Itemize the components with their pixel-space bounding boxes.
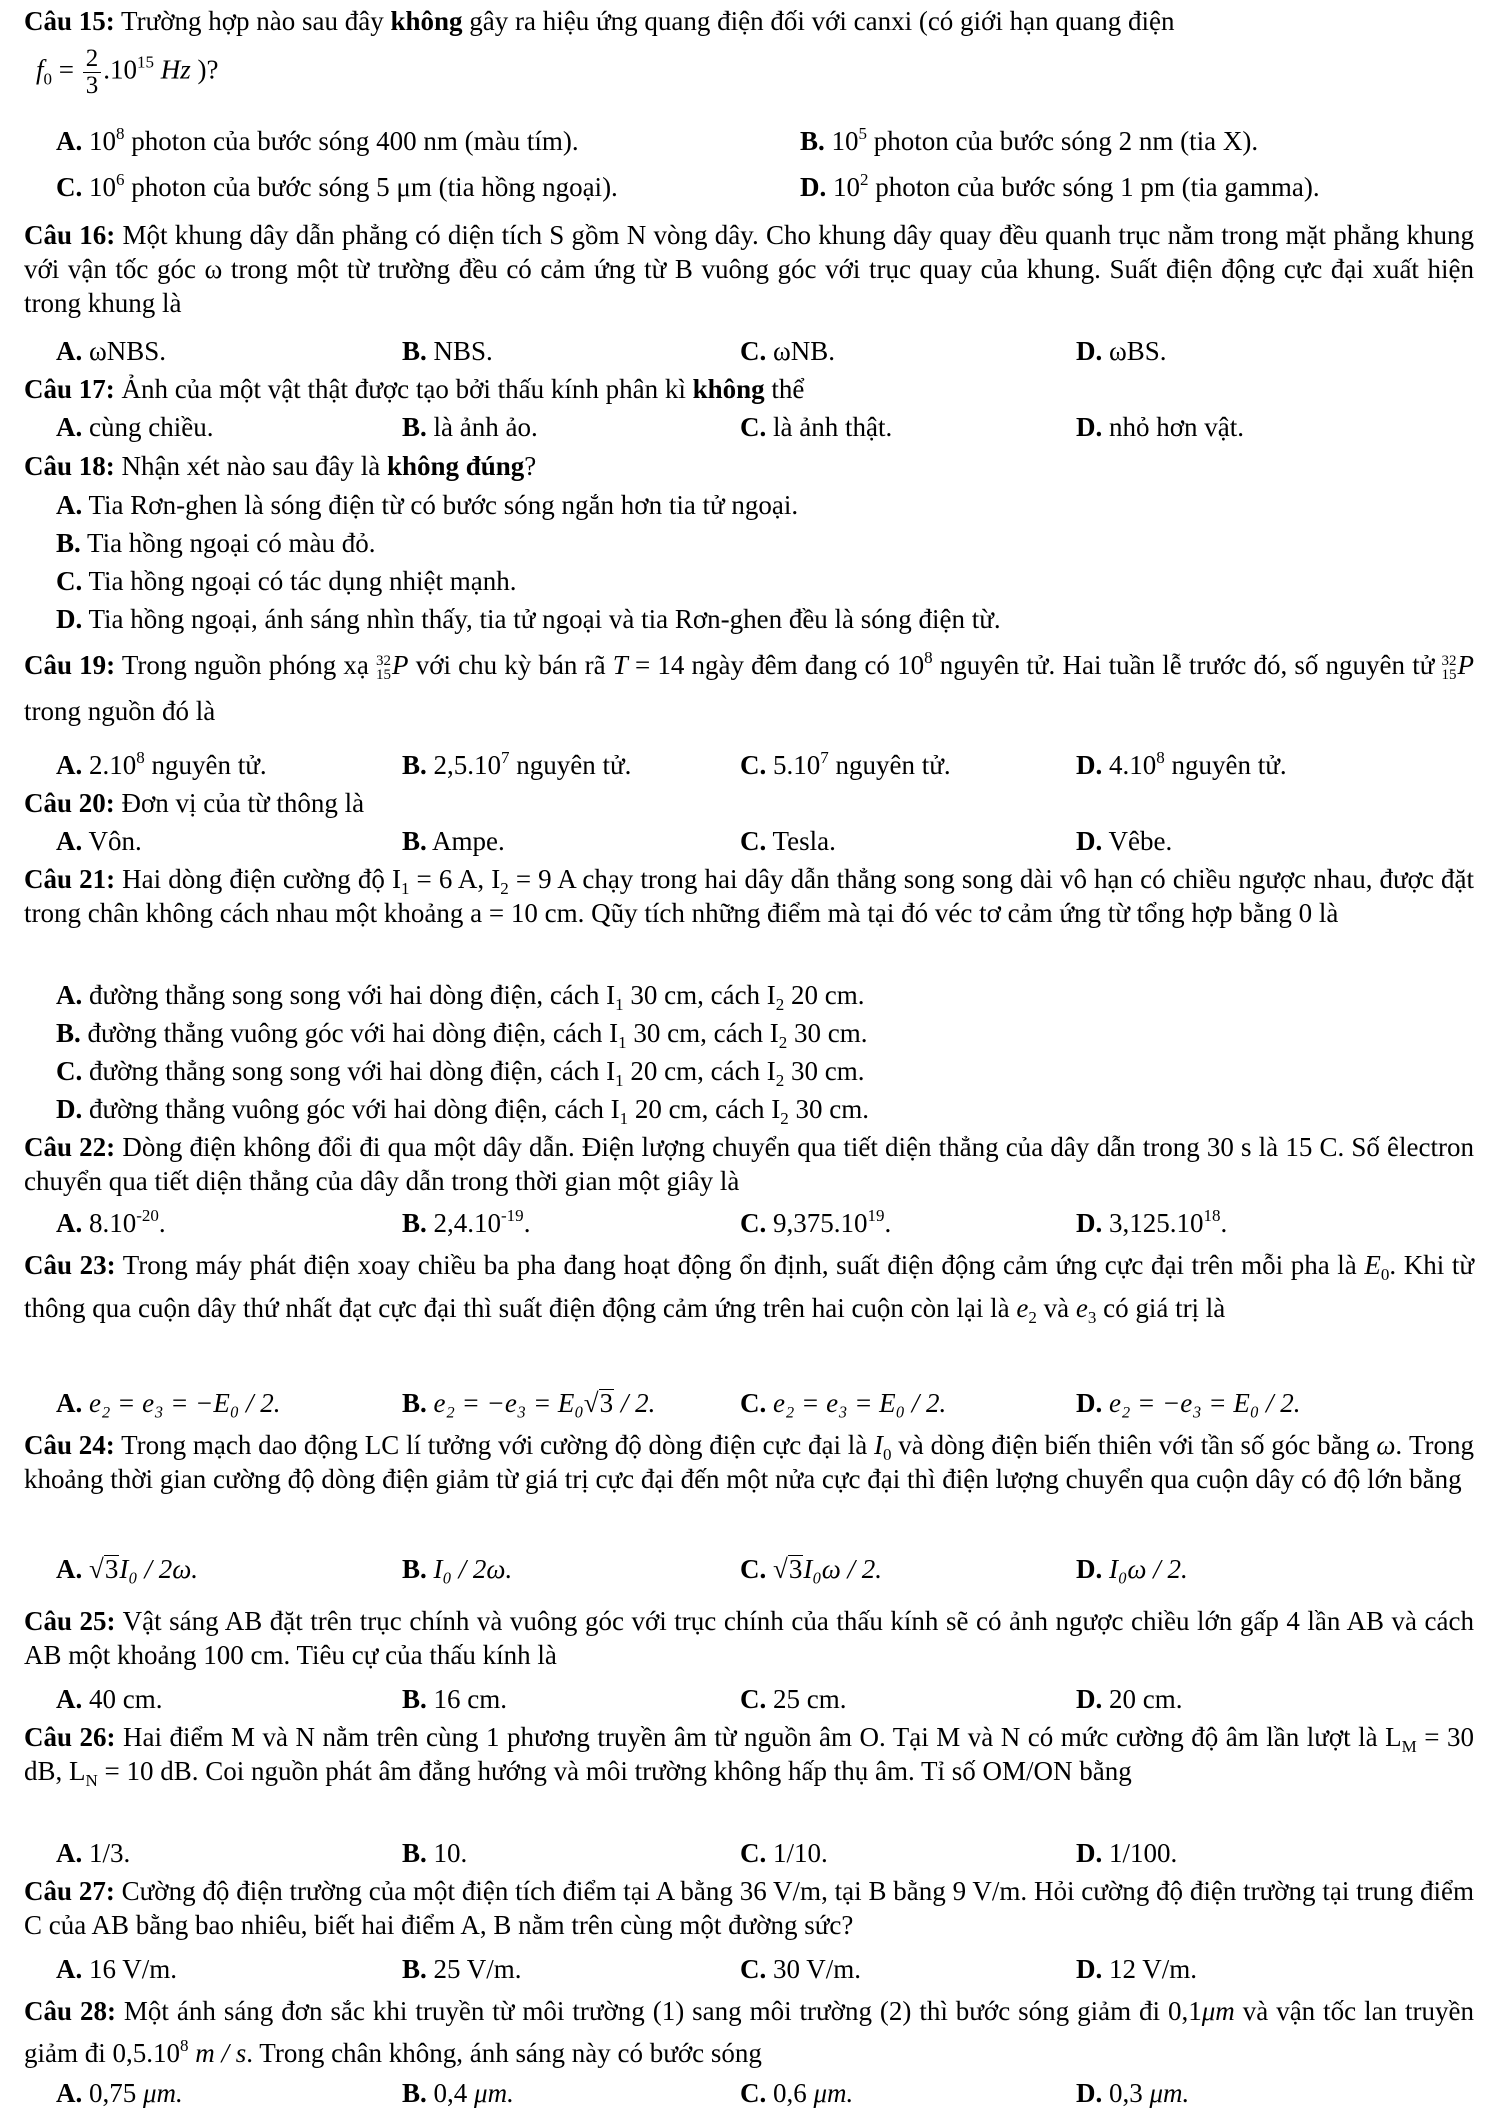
option-b[interactable]: B. 25 V/m.	[402, 1954, 522, 1984]
option-c[interactable]: C. 30 V/m.	[740, 1954, 862, 1984]
option-c[interactable]: C. e₂ = e₃ = E₀ / 2.	[740, 1388, 947, 1418]
options-row	[56, 824, 1476, 858]
option-c[interactable]: C. 9,375.10$^{19}$.	[740, 1206, 892, 1238]
question-20: Câu 20: Đơn vị của từ thông là	[24, 788, 365, 818]
question-15-formula: $f_0$ = $\frac{2}{3}$ $.10^{15}$ Hz )?	[36, 45, 219, 99]
question-number: Câu 15:	[24, 6, 115, 36]
option-a[interactable]: A. 0,75 μm.	[56, 2078, 183, 2108]
question-18: Câu 18: Nhận xét nào sau đây là không đúng?	[24, 451, 537, 481]
option-b[interactable]: B. đường thẳng vuông góc với hai dòng điện, cách $I_1$ 30 cm, cách $I_2$ 30 cm.	[56, 1018, 868, 1052]
option-d[interactable]: D. đường thẳng vuông góc với hai dòng điện, cách $I_1$ 20 cm, cách $I_2$ 30 cm.	[56, 1094, 870, 1128]
options-row	[56, 1552, 1476, 1586]
option-c[interactable]: C. là ảnh thật.	[740, 412, 893, 442]
option-d[interactable]: D. 20 cm.	[1076, 1684, 1183, 1714]
options-row	[56, 1836, 1476, 1870]
question-number: Câu 17:	[24, 374, 115, 404]
question-number: Câu 23:	[24, 1250, 116, 1280]
question-19: Câu 19: Trong nguồn phóng xạ 32 15 P với chu kỳ bán rã T = 14 ngày đêm đang có $10^8$ nguyên tử. Hai tuần lễ trước đó, số nguyên tử 32 15 P trong nguồn đó là	[24, 648, 1475, 726]
isotope-notation: 32 15	[376, 652, 392, 683]
option-d[interactable]: D. nhỏ hơn vật.	[1076, 412, 1245, 442]
option-c[interactable]: C. ωNB.	[740, 336, 836, 366]
option-d[interactable]: D. 1/100.	[1076, 1838, 1178, 1868]
options-row	[56, 1206, 1476, 1240]
option-d[interactable]: D. I₀ω / 2.	[1076, 1554, 1188, 1584]
option-c[interactable]: C. 5.10$^7$ nguyên tử.	[740, 748, 951, 780]
question-27: Câu 27: Cường độ điện trường của một điện tích điểm tại A bằng 36 V/m, tại B bằng 9 V/m. Hỏi cường độ điện trường tại trung điểm C của AB bằng bao nhiêu, biết hai điểm A, B nằm trên cùng một đường sức?	[24, 1876, 1474, 1940]
option-a[interactable]: A. e₂ = e₃ = −E₀ / 2.	[56, 1388, 281, 1418]
fraction: $\frac{2}{3}$	[83, 46, 102, 99]
question-17: Câu 17: Ảnh của một vật thật được tạo bởi thấu kính phân kì không thể	[24, 374, 805, 404]
question-24: Câu 24: Trong mạch dao động LC lí tưởng với cường độ dòng điện cực đại là $I_0$ và dòng điện biến thiên với tần số góc bằng ω. Trong khoảng thời gian cường độ dòng điện giảm từ giá trị cực đại đến một nửa cực đại thì điện lượng chuyển qua cuộn dây có độ lớn bằng	[24, 1430, 1474, 1494]
options-row	[56, 410, 1476, 444]
option-b[interactable]: B. 10.	[402, 1838, 468, 1868]
question-number: Câu 25:	[24, 1606, 116, 1636]
option-c[interactable]: C. Tesla.	[740, 826, 836, 856]
option-c[interactable]: C. Tia hồng ngoại có tác dụng nhiệt mạnh.	[56, 566, 517, 596]
option-c[interactable]: C. 1/10.	[740, 1838, 828, 1868]
option-a[interactable]: A. 2.10$^8$ nguyên tử.	[56, 748, 267, 780]
option-b[interactable]: B. $10^5$ photon của bước sóng 2 nm (tia X).	[800, 124, 1259, 156]
question-number: Câu 28:	[24, 1996, 116, 2026]
question-28: Câu 28: Một ánh sáng đơn sắc khi truyền từ môi trường (1) sang môi trường (2) thì bước sóng giảm đi 0,1μm và vận tốc lan truyền giảm đi 0,5.10$^8$ m / s. Trong chân không, ánh sáng này có bước sóng	[24, 1996, 1474, 2068]
option-a[interactable]: A. 1/3.	[56, 1838, 131, 1868]
options-row	[56, 1682, 1476, 1716]
option-b[interactable]: B. e₂ = −e₃ = E₀√3 / 2.	[402, 1388, 656, 1418]
option-a[interactable]: A. Tia Rơn-ghen là sóng điện từ có bước sóng ngắn hơn tia tử ngoại.	[56, 490, 799, 520]
option-c[interactable]: C. 0,6 μm.	[740, 2078, 854, 2108]
option-a[interactable]: A. ωNBS.	[56, 336, 167, 366]
question-15: Câu 15: Trường hợp nào sau đây không gây ra hiệu ứng quang điện đối với canxi (có giới hạn quang điện	[24, 6, 1175, 36]
option-c[interactable]: C. √3I₀ω / 2.	[740, 1554, 883, 1584]
question-number: Câu 24:	[24, 1430, 115, 1460]
question-number: Câu 21:	[24, 864, 116, 894]
option-a[interactable]: A. √3I₀ / 2ω.	[56, 1554, 199, 1584]
isotope-notation: 32 15	[1441, 652, 1457, 683]
question-number: Câu 20:	[24, 788, 115, 818]
options-row	[56, 1952, 1476, 1986]
options-row	[56, 124, 1476, 158]
option-c[interactable]: C. $10^6$ photon của bước sóng 5 μm (tia hồng ngoại).	[56, 170, 618, 202]
option-b[interactable]: B. Ampe.	[402, 826, 505, 856]
question-number: Câu 26:	[24, 1722, 116, 1752]
option-d[interactable]: D. 4.10$^8$ nguyên tử.	[1076, 748, 1287, 780]
option-b[interactable]: B. I₀ / 2ω.	[402, 1554, 513, 1584]
option-a[interactable]: A. Vôn.	[56, 826, 142, 856]
option-d[interactable]: D. 12 V/m.	[1076, 1954, 1198, 1984]
question-number: Câu 22:	[24, 1132, 116, 1162]
question-16: Câu 16: Một khung dây dẫn phẳng có diện tích S gồm N vòng dây. Cho khung dây quay đều quanh trục nằm trong mặt phẳng khung với vận tốc góc ω trong một từ trường đều có cảm ứng từ B vuông góc với trục quay của khung. Suất điện động cực đại xuất hiện trong khung là	[24, 220, 1474, 318]
option-b[interactable]: B. Tia hồng ngoại có màu đỏ.	[56, 528, 376, 558]
question-number: Câu 18:	[24, 451, 115, 481]
question-22: Câu 22: Dòng điện không đổi đi qua một dây dẫn. Điện lượng chuyển qua tiết diện thẳng của dây dẫn trong 30 s là 15 C. Số êlectron chuyển qua tiết diện thẳng của dây dẫn trong thời gian một giây là	[24, 1132, 1475, 1196]
option-b[interactable]: B. NBS.	[402, 336, 493, 366]
options-row	[56, 748, 1476, 782]
question-26: Câu 26: Hai điểm M và N nằm trên cùng 1 phương truyền âm từ nguồn âm O. Tại M và N có mức cường độ âm lần lượt là $L_M = 30$ dB, $L_N = 10$ dB. Coi nguồn phát âm đẳng hướng và môi trường không hấp thụ âm. Tỉ số OM/ON bằng	[24, 1722, 1474, 1790]
option-d[interactable]: D. Vêbe.	[1076, 826, 1173, 856]
option-a[interactable]: A. 40 cm.	[56, 1684, 163, 1714]
option-b[interactable]: B. $2,4.10^{-19}$.	[402, 1206, 531, 1238]
options-row	[56, 1386, 1476, 1420]
question-number: Câu 19:	[24, 650, 116, 680]
option-b[interactable]: B. là ảnh ảo.	[402, 412, 538, 442]
question-25: Câu 25: Vật sáng AB đặt trên trục chính và vuông góc với trục chính của thấu kính sẽ có ảnh ngược chiều lớn gấp 4 lần AB và cách AB một khoảng 100 cm. Tiêu cự của thấu kính là	[24, 1606, 1474, 1670]
question-23: Câu 23: Trong máy phát điện xoay chiều ba pha đang hoạt động ổn định, suất điện động cảm ứng cực đại trên mỗi pha là $E_0$. Khi từ thông qua cuộn dây thứ nhất đạt cực đại thì suất điện động cảm ứng trên hai cuộn còn lại là $e_2$ và $e_3$ có giá trị là	[24, 1250, 1474, 1327]
option-d[interactable]: D. 0,3 μm.	[1076, 2078, 1190, 2108]
option-a[interactable]: A. đường thẳng song song với hai dòng điện, cách $I_1$ 30 cm, cách $I_2$ 20 cm.	[56, 980, 865, 1014]
option-b[interactable]: B. 2,5.10$^7$ nguyên tử.	[402, 748, 632, 780]
option-c[interactable]: C. 25 cm.	[740, 1684, 847, 1714]
options-row	[56, 334, 1476, 368]
option-d[interactable]: D. $10^2$ photon của bước sóng 1 pm (tia gamma).	[800, 170, 1320, 202]
question-number: Câu 16:	[24, 220, 116, 250]
option-a[interactable]: A. $8.10^{-20}$.	[56, 1206, 166, 1238]
option-b[interactable]: B. 16 cm.	[402, 1684, 508, 1714]
question-21: Câu 21: Hai dòng điện cường độ $I_1 = 6$ A, $I_2 = 9$ A chạy trong hai dây dẫn thẳng song song dài vô hạn có chiều ngược nhau, được đặt trong chân không cách nhau một khoảng a = 10 cm. Qũy tích những điểm mà tại đó véc tơ cảm ứng từ tổng hợp bằng 0 là	[24, 864, 1475, 928]
option-d[interactable]: D. Tia hồng ngoại, ánh sáng nhìn thấy, tia tử ngoại và tia Rơn-ghen đều là sóng điện từ.	[56, 604, 1001, 634]
options-row	[56, 170, 1476, 204]
option-c[interactable]: C. đường thẳng song song với hai dòng điện, cách $I_1$ 20 cm, cách $I_2$ 30 cm.	[56, 1056, 865, 1090]
option-b[interactable]: B. 0,4 μm.	[402, 2078, 514, 2108]
option-d[interactable]: D. ωBS.	[1076, 336, 1167, 366]
option-a[interactable]: A. 16 V/m.	[56, 1954, 178, 1984]
option-a[interactable]: A. cùng chiều.	[56, 412, 214, 442]
option-d[interactable]: D. e₂ = −e₃ = E₀ / 2.	[1076, 1388, 1301, 1418]
option-d[interactable]: D. 3,125.10$^{18}$.	[1076, 1206, 1228, 1238]
options-row	[56, 2076, 1476, 2110]
question-number: Câu 27:	[24, 1876, 115, 1906]
option-a[interactable]: A. $10^8$ photon của bước sóng 400 nm (màu tím).	[56, 124, 579, 156]
